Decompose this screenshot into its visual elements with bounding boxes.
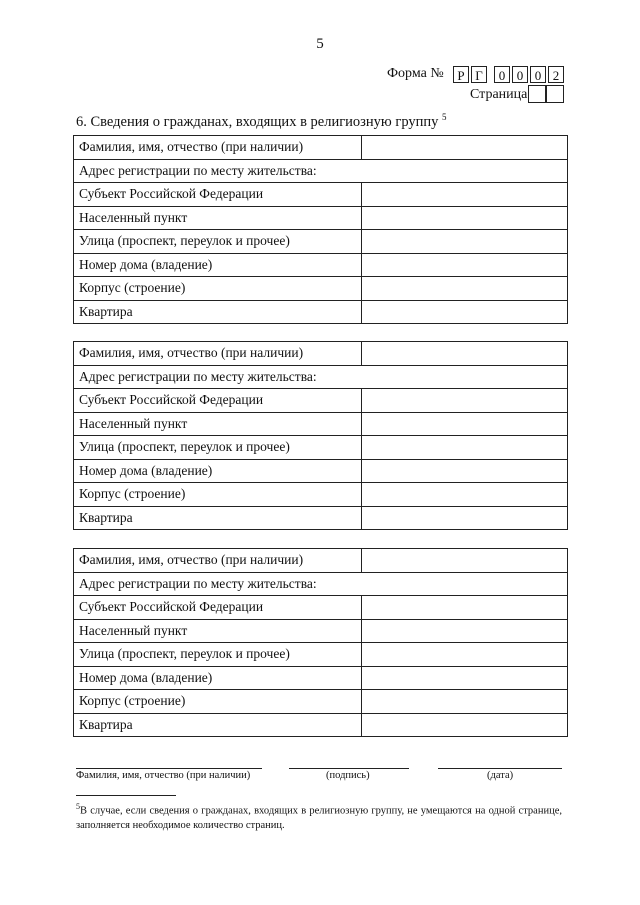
signature-line[interactable] [289,768,409,769]
fio-signature-line[interactable] [76,768,262,769]
table-row [74,230,568,254]
street-label: Улица (проспект, переулок и прочее) [74,643,362,667]
apartment-field[interactable] [362,506,568,530]
table-row [74,159,568,183]
locality-label: Населенный пункт [74,619,362,643]
locality-field[interactable] [362,619,568,643]
fio-field[interactable] [362,549,568,573]
date-line[interactable] [438,768,562,769]
building-field[interactable] [362,483,568,507]
apartment-field[interactable] [362,713,568,737]
footnote-divider [76,795,176,796]
signature-date-label: (дата) [487,770,514,781]
table-row [74,572,568,596]
apartment-field[interactable] [362,300,568,324]
street-field[interactable] [362,643,568,667]
building-label: Корпус (строение) [74,483,362,507]
region-label: Субъект Российской Федерации [74,389,362,413]
house-label: Номер дома (владение) [74,253,362,277]
address-header: Адрес регистрации по месту жительства: [74,159,568,183]
building-field[interactable] [362,277,568,301]
table-row [74,389,568,413]
section-title-text: 6. Сведения о гражданах, входящих в религиозную группу [76,113,439,130]
table-row [74,342,568,366]
table-row [74,713,568,737]
table-row [74,459,568,483]
region-label: Субъект Российской Федерации [74,183,362,207]
street-label: Улица (проспект, переулок и прочее) [74,230,362,254]
form-code-cell: 0 [494,66,510,83]
table-row [74,183,568,207]
house-label: Номер дома (владение) [74,666,362,690]
street-label: Улица (проспект, переулок и прочее) [74,436,362,460]
building-label: Корпус (строение) [74,277,362,301]
footnote-mark: 5 [76,802,80,811]
fio-label: Фамилия, имя, отчество (при наличии) [74,136,362,160]
table-row [74,643,568,667]
house-field[interactable] [362,459,568,483]
region-field[interactable] [362,389,568,413]
street-field[interactable] [362,230,568,254]
fio-label: Фамилия, имя, отчество (при наличии) [74,549,362,573]
table-row [74,436,568,460]
form-code-cell: 2 [548,66,564,83]
form-code-cell: 0 [530,66,546,83]
table-row [74,596,568,620]
house-field[interactable] [362,253,568,277]
apartment-label: Квартира [74,300,362,324]
table-row [74,619,568,643]
table-row [74,483,568,507]
address-header: Адрес регистрации по месту жительства: [74,572,568,596]
region-field[interactable] [362,183,568,207]
section-title [76,112,447,131]
apartment-label: Квартира [74,506,362,530]
footnote [76,800,562,833]
building-label: Корпус (строение) [74,690,362,714]
table-row [74,206,568,230]
locality-field[interactable] [362,412,568,436]
table-row [74,549,568,573]
address-header: Адрес регистрации по месту жительства: [74,365,568,389]
table-row [74,277,568,301]
table-row [74,690,568,714]
house-label: Номер дома (владение) [74,459,362,483]
citizen-block [73,341,568,530]
table-row [74,365,568,389]
locality-label: Населенный пункт [74,206,362,230]
table-row [74,136,568,160]
form-code-cell: 0 [512,66,528,83]
form-number-label: Форма № [387,66,444,81]
page-label: Страница [470,87,528,102]
locality-label: Населенный пункт [74,412,362,436]
page-number-cell[interactable] [528,85,546,103]
page-number-cell[interactable] [546,85,564,103]
footnote-text: В случае, если сведения о гражданах, входящих в религиозную группу, не умещаются на одной странице, заполняется необходимое количество страниц. [76,805,562,831]
form-code-cell: Г [471,66,487,83]
street-field[interactable] [362,436,568,460]
region-label: Субъект Российской Федерации [74,596,362,620]
table-row [74,300,568,324]
table-row [74,506,568,530]
locality-field[interactable] [362,206,568,230]
citizen-block [73,548,568,737]
fio-label: Фамилия, имя, отчество (при наличии) [74,342,362,366]
signature-fio-label: Фамилия, имя, отчество (при наличии) [76,770,251,781]
signature-sign-label: (подпись) [326,770,370,781]
apartment-label: Квартира [74,713,362,737]
fio-field[interactable] [362,342,568,366]
footnote-reference: 5 [442,112,447,122]
page-number: 5 [316,36,324,52]
citizen-block [73,135,568,324]
region-field[interactable] [362,596,568,620]
table-row [74,666,568,690]
fio-field[interactable] [362,136,568,160]
house-field[interactable] [362,666,568,690]
table-row [74,253,568,277]
form-code-cell: Р [453,66,469,83]
building-field[interactable] [362,690,568,714]
table-row [74,412,568,436]
